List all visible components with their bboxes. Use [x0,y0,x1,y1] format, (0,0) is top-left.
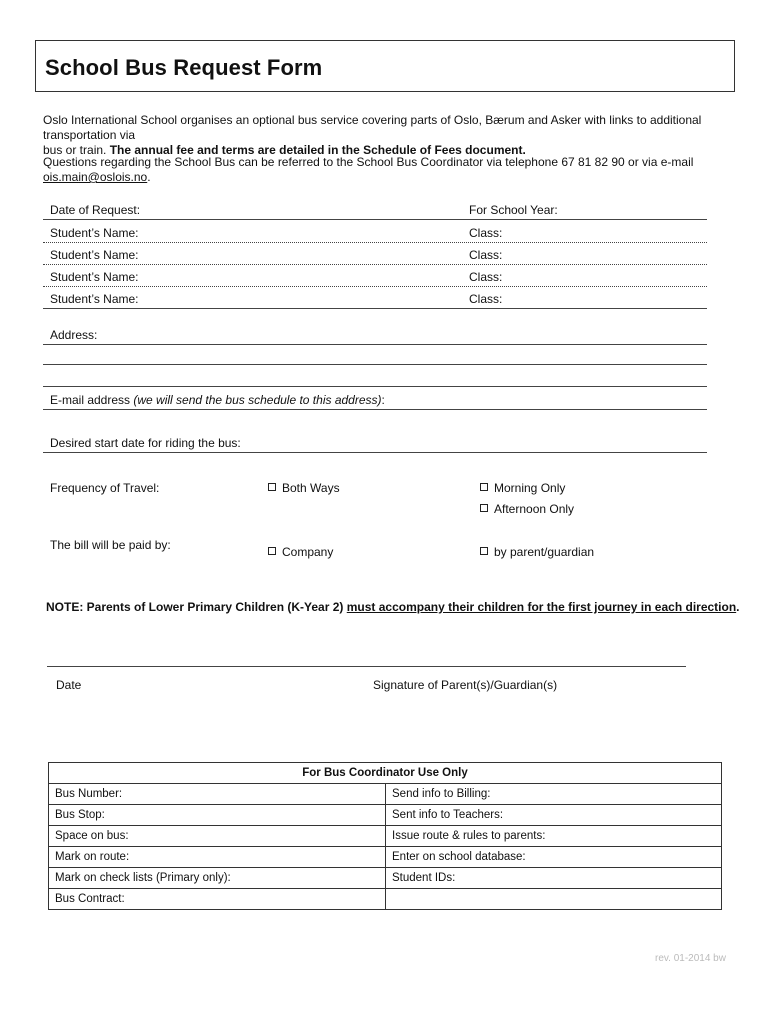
afternoon-only-label: Afternoon Only [494,502,575,516]
coordinator-table [48,762,722,910]
student-name-label: Student’s Name: [50,226,139,240]
table-cell[interactable]: Bus Stop: [49,805,386,826]
student-name-label: Student’s Name: [50,248,139,262]
start-date-label: Desired start date for riding the bus: [50,436,241,450]
table-cell[interactable]: Enter on school database: [386,847,722,868]
afternoon-only-checkbox[interactable] [480,504,488,512]
row-line [43,219,707,220]
email-label-text: E-mail address [50,393,131,407]
table-cell[interactable]: Issue route & rules to parents: [386,826,722,847]
start-date-row[interactable] [43,431,707,453]
student-name-label: Student’s Name: [50,292,139,306]
intro-paragraph [43,113,723,158]
table-cell[interactable]: Send info to Billing: [386,784,722,805]
company-label: Company [282,545,334,559]
note-suffix: . [736,600,740,614]
date-request-row[interactable] [43,198,707,220]
table-cell[interactable]: Bus Number: [49,784,386,805]
student-name-label: Student’s Name: [50,270,139,284]
both-ways-label: Both Ways [282,481,340,495]
row-line [43,386,707,387]
table-header: For Bus Coordinator Use Only [49,763,722,784]
parent-label: by parent/guardian [494,545,595,559]
table-row [49,826,722,847]
address-line-3[interactable] [43,365,707,387]
address-line-2[interactable] [43,343,707,365]
company-checkbox[interactable] [268,547,276,555]
note-prefix: NOTE: Parents of Lower Primary Children (K-Year 2) [46,600,344,614]
page-title: School Bus Request Form [45,55,323,80]
school-year-label: For School Year: [469,203,558,217]
note [46,600,740,614]
billing-label: The bill will be paid by: [50,538,171,552]
email-label-note: (we will send the bus schedule to this address) [133,393,382,407]
student-row[interactable] [43,243,707,265]
contact-end: . [147,170,151,184]
table-row [49,868,722,889]
company-option[interactable] [268,545,333,559]
email-label [50,393,385,407]
table-cell[interactable]: Student IDs: [386,868,722,889]
table-cell[interactable]: Space on bus: [49,826,386,847]
table-cell[interactable]: Mark on route: [49,847,386,868]
class-label: Class: [469,226,503,240]
table-cell[interactable]: Sent info to Teachers: [386,805,722,826]
both-ways-option[interactable] [268,481,340,495]
frequency-label: Frequency of Travel: [50,481,160,495]
intro-line-2-plain: bus or train. [43,143,107,157]
title-box [35,40,735,92]
intro-line-1: Oslo International School organises an optional bus service covering parts of Oslo, Bærum and Asker with links to additional transportation via [43,113,702,142]
table-cell[interactable]: Mark on check lists (Primary only): [49,868,386,889]
morning-only-option[interactable] [480,481,565,495]
address-row[interactable] [43,323,707,345]
student-row[interactable] [43,287,707,309]
table-row [49,889,722,910]
parent-checkbox[interactable] [480,547,488,555]
table-row [49,847,722,868]
signature-label: Signature of Parent(s)/Guardian(s) [373,678,558,692]
row-line [43,452,707,453]
morning-only-label: Morning Only [494,481,566,495]
student-row[interactable] [43,221,707,243]
revision-footer: rev. 01-2014 bw [655,953,726,964]
class-label: Class: [469,248,503,262]
table-row [49,784,722,805]
email-label-colon: : [381,393,385,407]
both-ways-checkbox[interactable] [268,483,276,491]
row-line [43,409,707,410]
morning-only-checkbox[interactable] [480,483,488,491]
table-header-row [49,763,722,784]
contact-text: Questions regarding the School Bus can be referred to the School Bus Coordinator via telephone 67 81 82 90 or via e-mail [43,155,694,169]
student-row[interactable] [43,265,707,287]
parent-option[interactable] [480,545,594,559]
fees-note: The annual fee and terms are detailed in the Schedule of Fees document. [109,143,526,157]
signature-line[interactable] [47,666,686,667]
table-cell[interactable] [386,889,722,910]
address-label: Address: [50,328,98,342]
signature-date-label: Date [56,678,82,692]
email-row[interactable] [43,388,707,410]
row-line [43,308,707,309]
table-cell[interactable]: Bus Contract: [49,889,386,910]
contact-email-link[interactable]: ois.main@oslois.no [43,170,148,184]
table-row [49,805,722,826]
note-underlined: must accompany their children for the first journey in each direction [346,600,737,614]
date-of-request-label: Date of Request: [50,203,141,217]
contact-paragraph [43,155,733,185]
class-label: Class: [469,270,503,284]
class-label: Class: [469,292,503,306]
afternoon-only-option[interactable] [480,502,574,516]
